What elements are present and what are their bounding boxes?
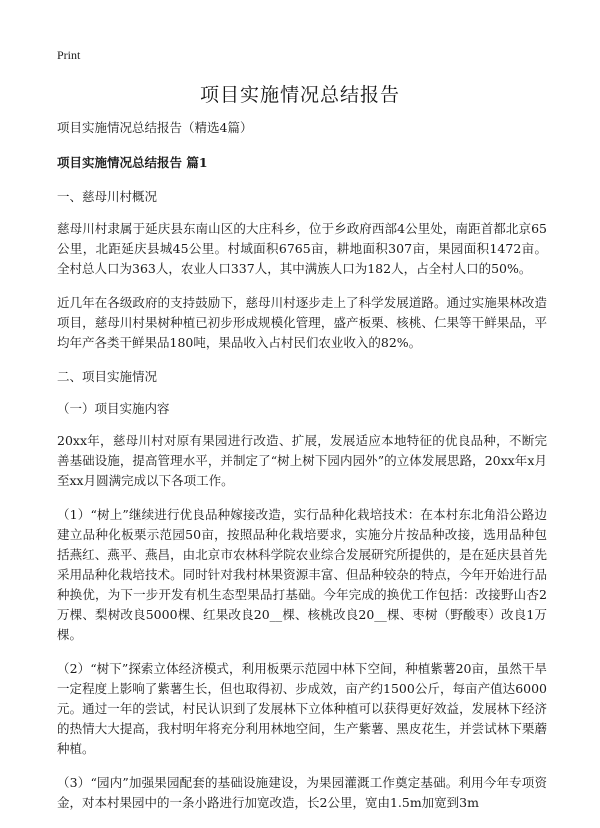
paragraph-annual-summary: 20xx年，慈母川村对原有果园进行改造、扩展，发展适应本地特征的优良品种，不断完善基础设施，提高管理水平，并制定了“树上树下园内园外”的立体发展思路，20xx年x月至xx月圆满完成以下各项工作。: [57, 433, 547, 488]
part-heading: 项目实施情况总结报告 篇1: [57, 155, 208, 170]
section-heading-implementation: 二、项目实施情况: [57, 369, 158, 384]
subsection-heading-content: （一）项目实施内容: [57, 401, 170, 416]
paragraph-item-2-under-tree: （2）“树下”探索立体经济模式，利用板栗示范园中林下空间，种植紫薯20亩，虽然干旱一定程度上影响了紫薯生长，但也取得初、步成效，亩产约1500公斤，每亩产值达6000元。通过一年的尝试，村民认识到了发展林下立体种植可以获得更好效益，发展林下经济的热情大大提高，我村明年将充分利用林地空间，生产紫薯、黑皮花生，并尝试林下栗蘑种植。: [57, 661, 547, 756]
section-heading-village-overview: 一、慈母川村概况: [57, 189, 158, 204]
print-link[interactable]: Print: [57, 48, 81, 62]
document-title: 项目实施情况总结报告: [199, 84, 400, 106]
paragraph-development-progress: 近几年在各级政府的支持鼓励下，慈母川村逐步走上了科学发展道路。通过实施果林改造项目，慈母川村果树种植已初步形成规模化管理，盛产板栗、核桃、仁果等干鲜果品，平均年产各类干鲜果品180吨，果品收入占村民们农业收入的82%。: [57, 295, 547, 350]
paragraph-item-1-tree-top: （1）“树上”继续进行优良品种嫁接改造，实行品种化栽培技术：在本村东北角沿公路边建立品种化板栗示范园50亩，按照品种化栽培要求，实施分片按品种改接，选用品种包括燕红、燕平、燕昌，由北京市农林科学院农业综合发展研究所提供的，是在延庆县首先采用品种化栽培技术。同时针对我村林果资源丰富、但品种较杂的特点，今年开始进行品种换优，为下一步开发有机生态型果品打基础。今年完成的换优工作包括：改接野山杏2万棵、梨树改良5000棵、红果改良20__棵、核桃改良20__棵、枣树（野酸枣）改良1万棵。: [57, 507, 547, 642]
document-subtitle: 项目实施情况总结报告（精选4篇）: [57, 120, 253, 135]
paragraph-item-3-orchard: （3）“园内”加强果园配套的基础设施建设，为果园灌溉工作奠定基础。利用今年专项资金，对本村果园中的一条小路进行加宽改造，长2公里，宽由1.5m加宽到3m: [57, 775, 547, 810]
paragraph-village-profile: 慈母川村隶属于延庆县东南山区的大庄科乡，位于乡政府西部4公里处，南距首都北京65公里，北距延庆县城45公里。村域面积6765亩，耕地面积307亩，果园面积1472亩。全村总人口为363人，农业人口337人，其中满族人口为182人，占全村人口的50%。: [57, 221, 547, 276]
document-body: [57, 118, 547, 827]
